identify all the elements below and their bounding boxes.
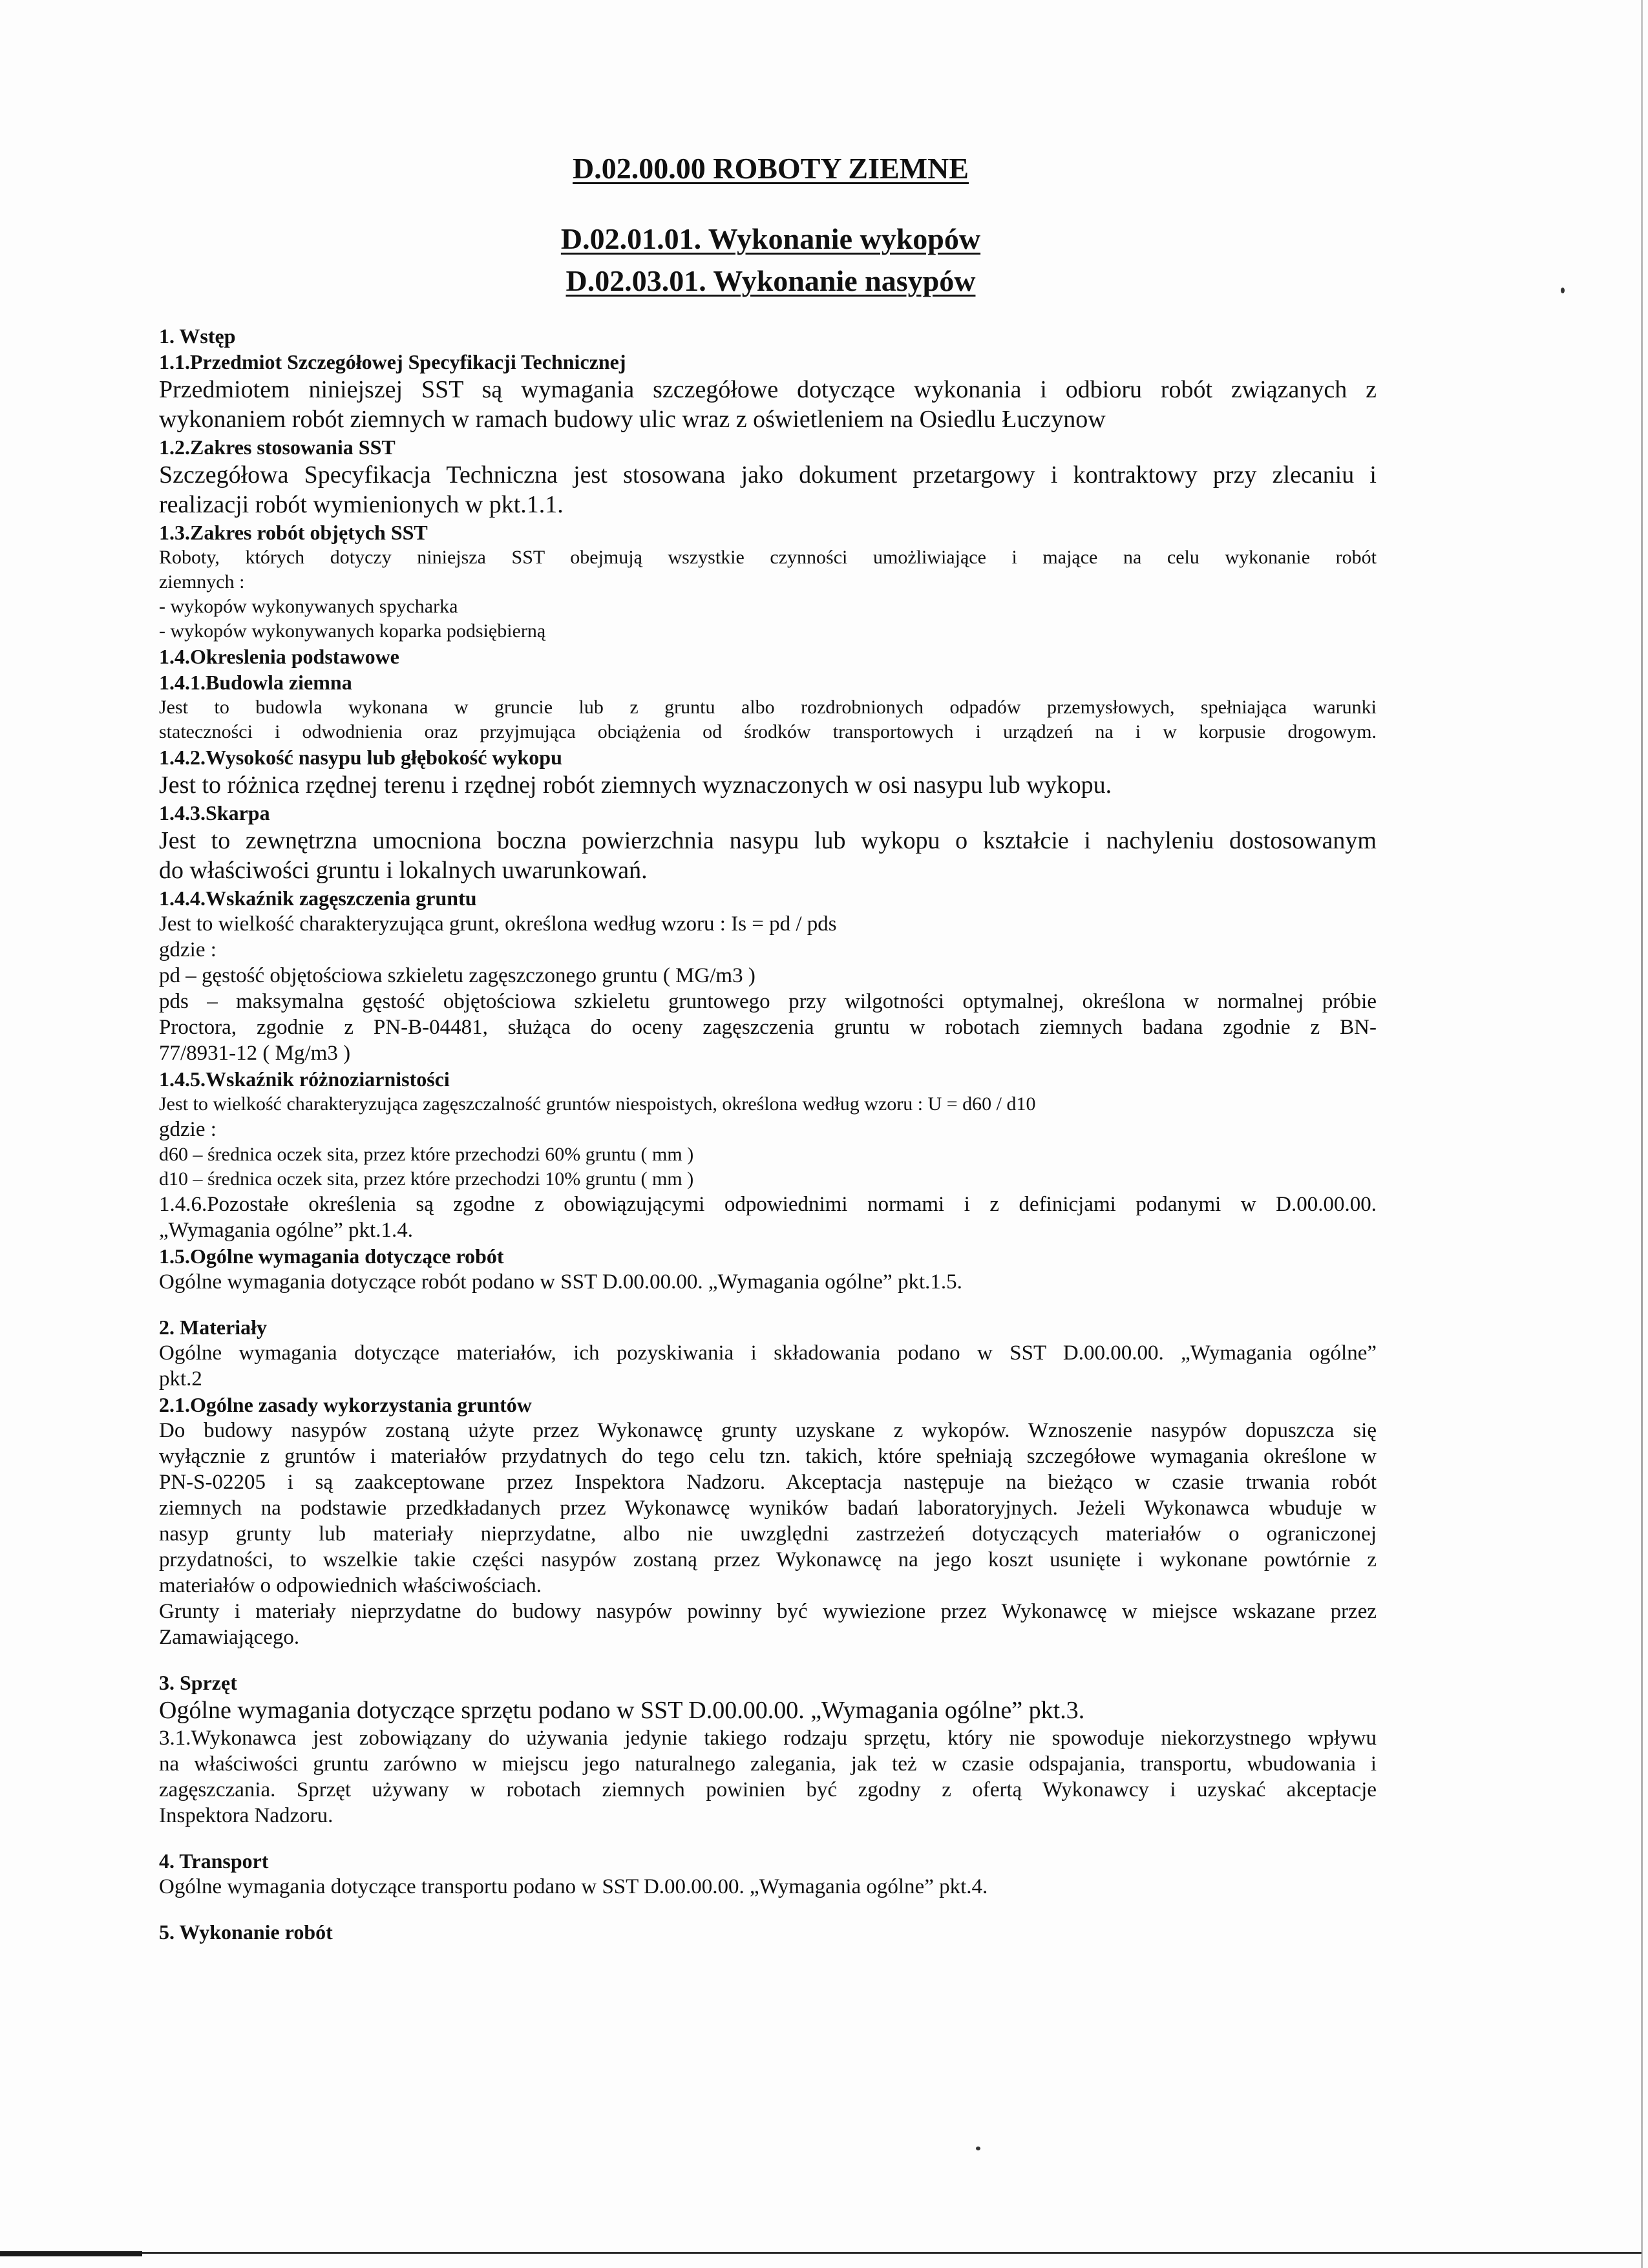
document-body [159, 323, 1377, 1945]
text-line: 3.1.Wykonawca jest zobowiązany do używania jedynie takiego rodzaju sprzętu, który nie spowoduje niekorzystnego wpływu [159, 1727, 1377, 1750]
text-line: wykonaniem robót ziemnych w ramach budowy ulic wraz z oświetleniem na Osiedlu Łuczynow [159, 406, 1106, 433]
scan-speck [1561, 288, 1565, 293]
text-line: Ogólne wymagania dotyczące transportu podano w SST D.00.00.00. „Wymagania ogólne” pkt.4. [159, 1875, 988, 1898]
text-line: pd – gęstość objętościowa szkieletu zagęszczonego gruntu ( MG/m3 ) [159, 964, 755, 987]
document-subtitle-excavation: D.02.01.01. Wykonanie wykopów [560, 222, 981, 255]
text-line: Jest to różnica rzędnej terenu i rzędnej robót ziemnych wyznaczonych w osi nasypu lub wykopu. [159, 772, 1112, 799]
text-line: Jest to budowla wykonana w gruncie lub z gruntu albo rozdrobnionych odpadów przemysłowych, spełniająca warunki [159, 697, 1377, 718]
section-heading: 1.4.Okreslenia podstawowe [159, 645, 399, 668]
text-line: stateczności i odwodnienia oraz przyjmująca obciążenia od środków transportowych i urządzeń na i w korpusie drogowym. [159, 721, 1377, 742]
text-line: gdzie : [159, 1118, 217, 1141]
section-heading: 1.4.2.Wysokość nasypu lub głębokość wykopu [159, 746, 562, 769]
section-heading: 1.4.4.Wskaźnik zagęszczenia gruntu [159, 887, 477, 910]
text-line: ziemnych : [159, 571, 245, 593]
section-heading: 1.3.Zakres robót objętych SST [159, 521, 428, 544]
text-line: przydatności, to wszelkie takie części nasypów zostaną przez Wykonawcę na jego koszt usunięte i wykonane powtórnie z [159, 1548, 1377, 1571]
text-line: Zamawiającego. [159, 1626, 300, 1649]
text-line: d60 – średnica oczek sita, przez które przechodzi 60% gruntu ( mm ) [159, 1144, 694, 1165]
text-line: d10 – średnica oczek sita, przez które przechodzi 10% gruntu ( mm ) [159, 1168, 694, 1190]
paragraph-gap [159, 1650, 1377, 1670]
scan-edge-bottom-mark [0, 2251, 142, 2256]
section-heading: 2.1.Ogólne zasady wykorzystania gruntów [159, 1393, 532, 1416]
text-line: Przedmiotem niniejszej SST są wymagania szczegółowe dotyczące wykonania i odbioru robót związanych z [159, 376, 1377, 403]
text-line: wyłącznie z gruntów i materiałów przydatnych do tego celu tzn. takich, które spełniają szczegółowe wymagania określone w [159, 1445, 1377, 1468]
section-heading: 3. Sprzęt [159, 1671, 237, 1694]
text-line: pkt.2 [159, 1367, 202, 1391]
section-heading: 1.4.1.Budowla ziemna [159, 671, 352, 694]
section-heading: 4. Transport [159, 1849, 269, 1873]
text-line: Ogólne wymagania dotyczące robót podano w SST D.00.00.00. „Wymagania ogólne” pkt.1.5. [159, 1270, 962, 1294]
paragraph-gap [159, 1900, 1377, 1919]
text-line: realizacji robót wymienionych w pkt.1.1. [159, 491, 564, 518]
paragraph-gap [159, 1829, 1377, 1848]
text-line: PN-S-02205 i są zaakceptowane przez Inspektora Nadzoru. Akceptacja następuje na bieżąco w czasie trwania robót [159, 1471, 1377, 1494]
text-line: Szczegółowa Specyfikacja Techniczna jest stosowana jako dokument przetargowy i kontraktowy przy zlecaniu i [159, 461, 1377, 488]
section-heading: 5. Wykonanie robót [159, 1920, 333, 1944]
section-heading: 2. Materiały [159, 1316, 268, 1339]
text-line: - wykopów wykonywanych spycharka [159, 596, 458, 617]
section-heading: 1. Wstęp [159, 324, 236, 348]
section-heading: 1.1.Przedmiot Szczegółowej Specyfikacji Technicznej [159, 350, 626, 373]
text-line: „Wymagania ogólne” pkt.1.4. [159, 1219, 413, 1242]
text-line: pds – maksymalna gęstość objętościowa szkieletu gruntowego przy wilgotności optymalnej, określona w normalnej próbie [159, 990, 1377, 1013]
text-line: do właściwości gruntu i lokalnych uwarunkowań. [159, 857, 648, 884]
text-line: gdzie : [159, 938, 217, 961]
text-line: zagęszczania. Sprzęt używany w robotach ziemnych powinien być zgodny z ofertą Wykonawcy i uzyskać akceptacje [159, 1778, 1377, 1801]
document-subtitle-embankment: D.02.03.01. Wykonanie nasypów [565, 264, 976, 297]
document-title: D.02.00.00 ROBOTY ZIEMNE [573, 152, 969, 185]
text-line: 77/8931-12 ( Mg/m3 ) [159, 1042, 351, 1065]
text-line: Grunty i materiały nieprzydatne do budowy nasypów powinny być wywiezione przez Wykonawcę w miejsce wskazane przez [159, 1600, 1377, 1623]
text-line: Inspektora Nadzoru. [159, 1804, 333, 1827]
text-line: Do budowy nasypów zostaną użyte przez Wykonawcę grunty uzyskane z wykopów. Wznoszenie nasypów dopuszcza się [159, 1419, 1377, 1442]
text-line: Jest to wielkość charakteryzująca grunt, określona według wzoru : Is = pd / pds [159, 912, 837, 936]
section-heading: 1.2.Zakres stosowania SST [159, 436, 396, 459]
text-line: ziemnych na podstawie przedkładanych przez Wykonawcę wyników badań laboratoryjnych. Jeżeli Wykonawca wbuduje w [159, 1496, 1377, 1520]
text-line: Jest to zewnętrzna umocniona boczna powierzchnia nasypu lub wykopu o kształcie i nachyleniu dostosowanym [159, 827, 1377, 854]
text-line: Roboty, których dotyczy niniejsza SST obejmują wszystkie czynności umożliwiające i mające na celu wykonanie robót [159, 547, 1377, 568]
scan-edge-right [1641, 0, 1643, 2268]
scan-speck [976, 2147, 980, 2150]
scan-edge-bottom [0, 2252, 1642, 2254]
text-line: Ogólne wymagania dotyczące materiałów, ich pozyskiwania i składowania podano w SST D.00.00.00. „Wymagania ogólne” [159, 1341, 1377, 1365]
section-heading: 1.5.Ogólne wymagania dotyczące robót [159, 1244, 504, 1268]
paragraph-gap [159, 1295, 1377, 1314]
text-line: nasyp grunty lub materiały nieprzydatne, albo nie uwzględni zastrzeżeń dotyczących materiałów o ograniczonej [159, 1522, 1377, 1546]
text-line: Ogólne wymagania dotyczące sprzętu podano w SST D.00.00.00. „Wymagania ogólne” pkt.3. [159, 1697, 1085, 1724]
text-line: 1.4.6.Pozostałe określenia są zgodne z obowiązującymi odpowiednimi normami i z definicjami podanymi w D.00.00.00. [159, 1193, 1377, 1216]
text-line: Jest to wielkość charakteryzująca zagęszczalność gruntów niespoistych, określona według wzoru : U = d60 / d10 [159, 1093, 1036, 1115]
section-heading: 1.4.5.Wskaźnik różnoziarnistości [159, 1067, 450, 1091]
text-line: Proctora, zgodnie z PN-B-04481, służąca do oceny zagęszczenia gruntu w robotach ziemnych badana zgodnie z BN- [159, 1016, 1377, 1039]
text-line: materiałów o odpowiednich właściwościach. [159, 1574, 542, 1597]
section-heading: 1.4.3.Skarpa [159, 801, 270, 824]
text-line: - wykopów wykonywanych koparka podsiębierną [159, 620, 546, 642]
text-line: na właściwości gruntu zarówno w miejscu jego naturalnego zalegania, jak też w czasie odspajania, transportu, wbudowania i [159, 1752, 1377, 1776]
